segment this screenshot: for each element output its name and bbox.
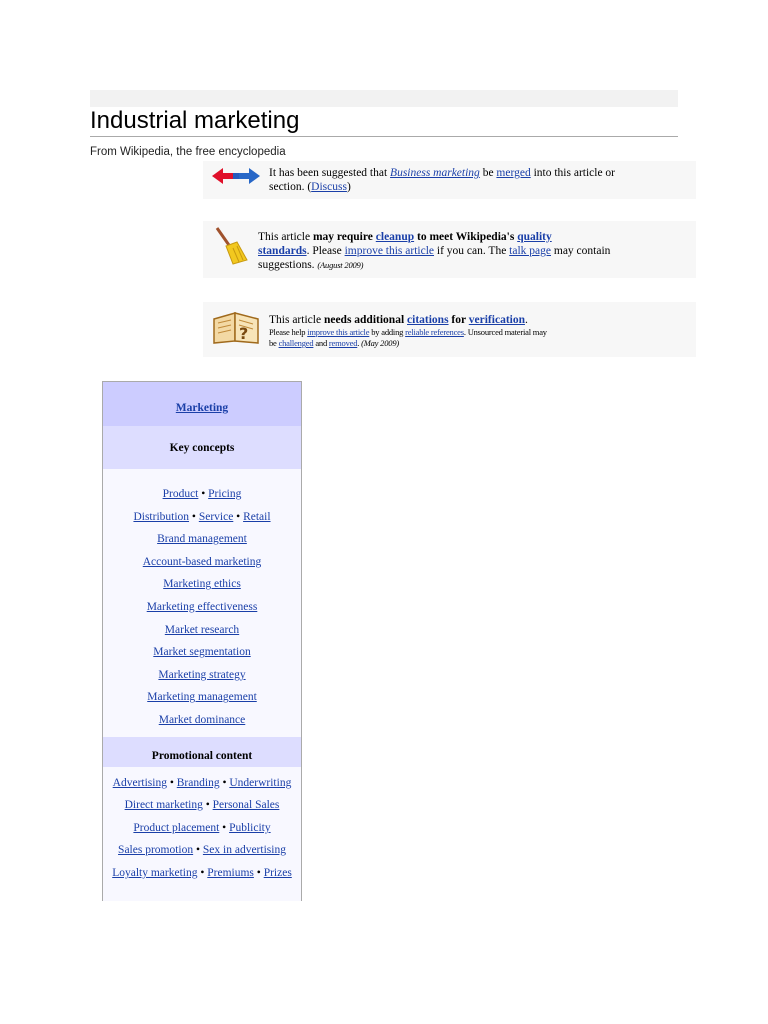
- merged-link[interactable]: merged: [496, 167, 531, 179]
- navbox-row: Loyalty marketing • Premiums • Prizes: [112, 866, 292, 879]
- navbox-row: Product placement • Publicity: [133, 821, 271, 834]
- cleanup-date: (August 2009): [317, 260, 364, 270]
- direct-marketing-link[interactable]: Direct marketing: [124, 799, 203, 812]
- loyalty-marketing-link[interactable]: Loyalty marketing: [112, 866, 198, 879]
- cleanup-notice-text: This article may require cleanup to meet Wikipedia's quality standards. Please improve this article if you can. The talk page may contain suggestions. (August 2009): [258, 231, 611, 271]
- reliable-references-link[interactable]: reliable references: [405, 327, 464, 337]
- page-title: Industrial marketing: [90, 107, 678, 137]
- market-segmentation-link[interactable]: Market segmentation: [153, 646, 251, 659]
- cleanup-notice: [203, 221, 696, 278]
- pricing-link[interactable]: Pricing: [208, 488, 242, 500]
- book-question-icon: [211, 305, 261, 345]
- navbox-row: Advertising • Branding • Underwriting: [112, 776, 292, 789]
- talk-page-link[interactable]: talk page: [509, 245, 551, 257]
- marketing-navbox: [102, 381, 302, 901]
- product-placement-link[interactable]: Product placement: [133, 821, 220, 834]
- branding-link[interactable]: Branding: [176, 776, 220, 789]
- marketing-effectiveness-link[interactable]: Marketing effectiveness: [146, 600, 258, 613]
- challenged-link[interactable]: challenged: [278, 338, 314, 348]
- market-dominance-link[interactable]: Market dominance: [158, 713, 246, 726]
- merge-notice-text: It has been suggested that Business marketing be merged into this article or section. (Discuss): [269, 167, 616, 193]
- navbox-row: Distribution • Service • Retail: [133, 510, 271, 523]
- cleanup-link[interactable]: cleanup: [375, 231, 415, 243]
- svg-text:?: ?: [239, 324, 249, 343]
- merge-notice: [203, 161, 696, 199]
- market-research-link[interactable]: Market research: [164, 623, 240, 636]
- navbox-row: Sales promotion • Sex in advertising: [118, 844, 286, 857]
- broom-icon: [213, 226, 249, 266]
- sales-promotion-link[interactable]: Sales promotion: [118, 844, 194, 857]
- citations-link[interactable]: citations: [407, 314, 449, 326]
- navbox-section-key-concepts: Key concepts: [103, 426, 301, 469]
- marketing-ethics-link[interactable]: Marketing ethics: [163, 578, 241, 591]
- navbox-header: [103, 382, 301, 426]
- sex-in-advertising-link[interactable]: Sex in advertising: [202, 844, 286, 857]
- citation-notice: [203, 302, 696, 357]
- prizes-link[interactable]: Prizes: [263, 866, 292, 879]
- business-marketing-link[interactable]: Business marketing: [390, 167, 480, 179]
- underwriting-link[interactable]: Underwriting: [229, 776, 292, 789]
- advertising-link[interactable]: Advertising: [112, 776, 167, 789]
- improve-article-link[interactable]: improve this article: [344, 245, 435, 257]
- publicity-link[interactable]: Publicity: [229, 821, 271, 834]
- quality-link[interactable]: quality: [517, 231, 552, 243]
- standards-link[interactable]: standards: [258, 245, 307, 257]
- marketing-link[interactable]: Marketing: [175, 402, 229, 414]
- removed-link[interactable]: removed: [328, 338, 358, 348]
- citation-date: (May 2009): [361, 338, 400, 348]
- product-link[interactable]: Product: [162, 488, 199, 500]
- marketing-strategy-link[interactable]: Marketing strategy: [158, 668, 246, 681]
- merge-arrows-icon: [211, 166, 261, 186]
- retail-link[interactable]: Retail: [243, 510, 271, 523]
- improve-article-small-link[interactable]: improve this article: [307, 327, 370, 337]
- navbox-row: Product • Pricing: [162, 488, 242, 500]
- distribution-link[interactable]: Distribution: [133, 510, 190, 523]
- title-bar-background: [90, 90, 678, 107]
- service-link[interactable]: Service: [198, 510, 234, 523]
- verification-link[interactable]: verification: [468, 314, 525, 326]
- brand-management-link[interactable]: Brand management: [157, 533, 247, 546]
- account-based-marketing-link[interactable]: Account-based marketing: [142, 555, 262, 568]
- personal-sales-link[interactable]: Personal Sales: [212, 799, 280, 812]
- navbox-section-promotional-content: Promotional content: [103, 737, 301, 767]
- citation-notice-text: This article needs additional citations for verification. Please help improve this article by adding reliable references. Unsourced material may be challenged and removed. (May 2009): [269, 314, 547, 348]
- marketing-management-link[interactable]: Marketing management: [147, 691, 257, 704]
- navbox-row: Direct marketing • Personal Sales: [124, 799, 280, 812]
- page-subtitle: From Wikipedia, the free encyclopedia: [90, 146, 286, 158]
- discuss-link[interactable]: Discuss: [311, 181, 347, 193]
- premiums-link[interactable]: Premiums: [207, 866, 254, 879]
